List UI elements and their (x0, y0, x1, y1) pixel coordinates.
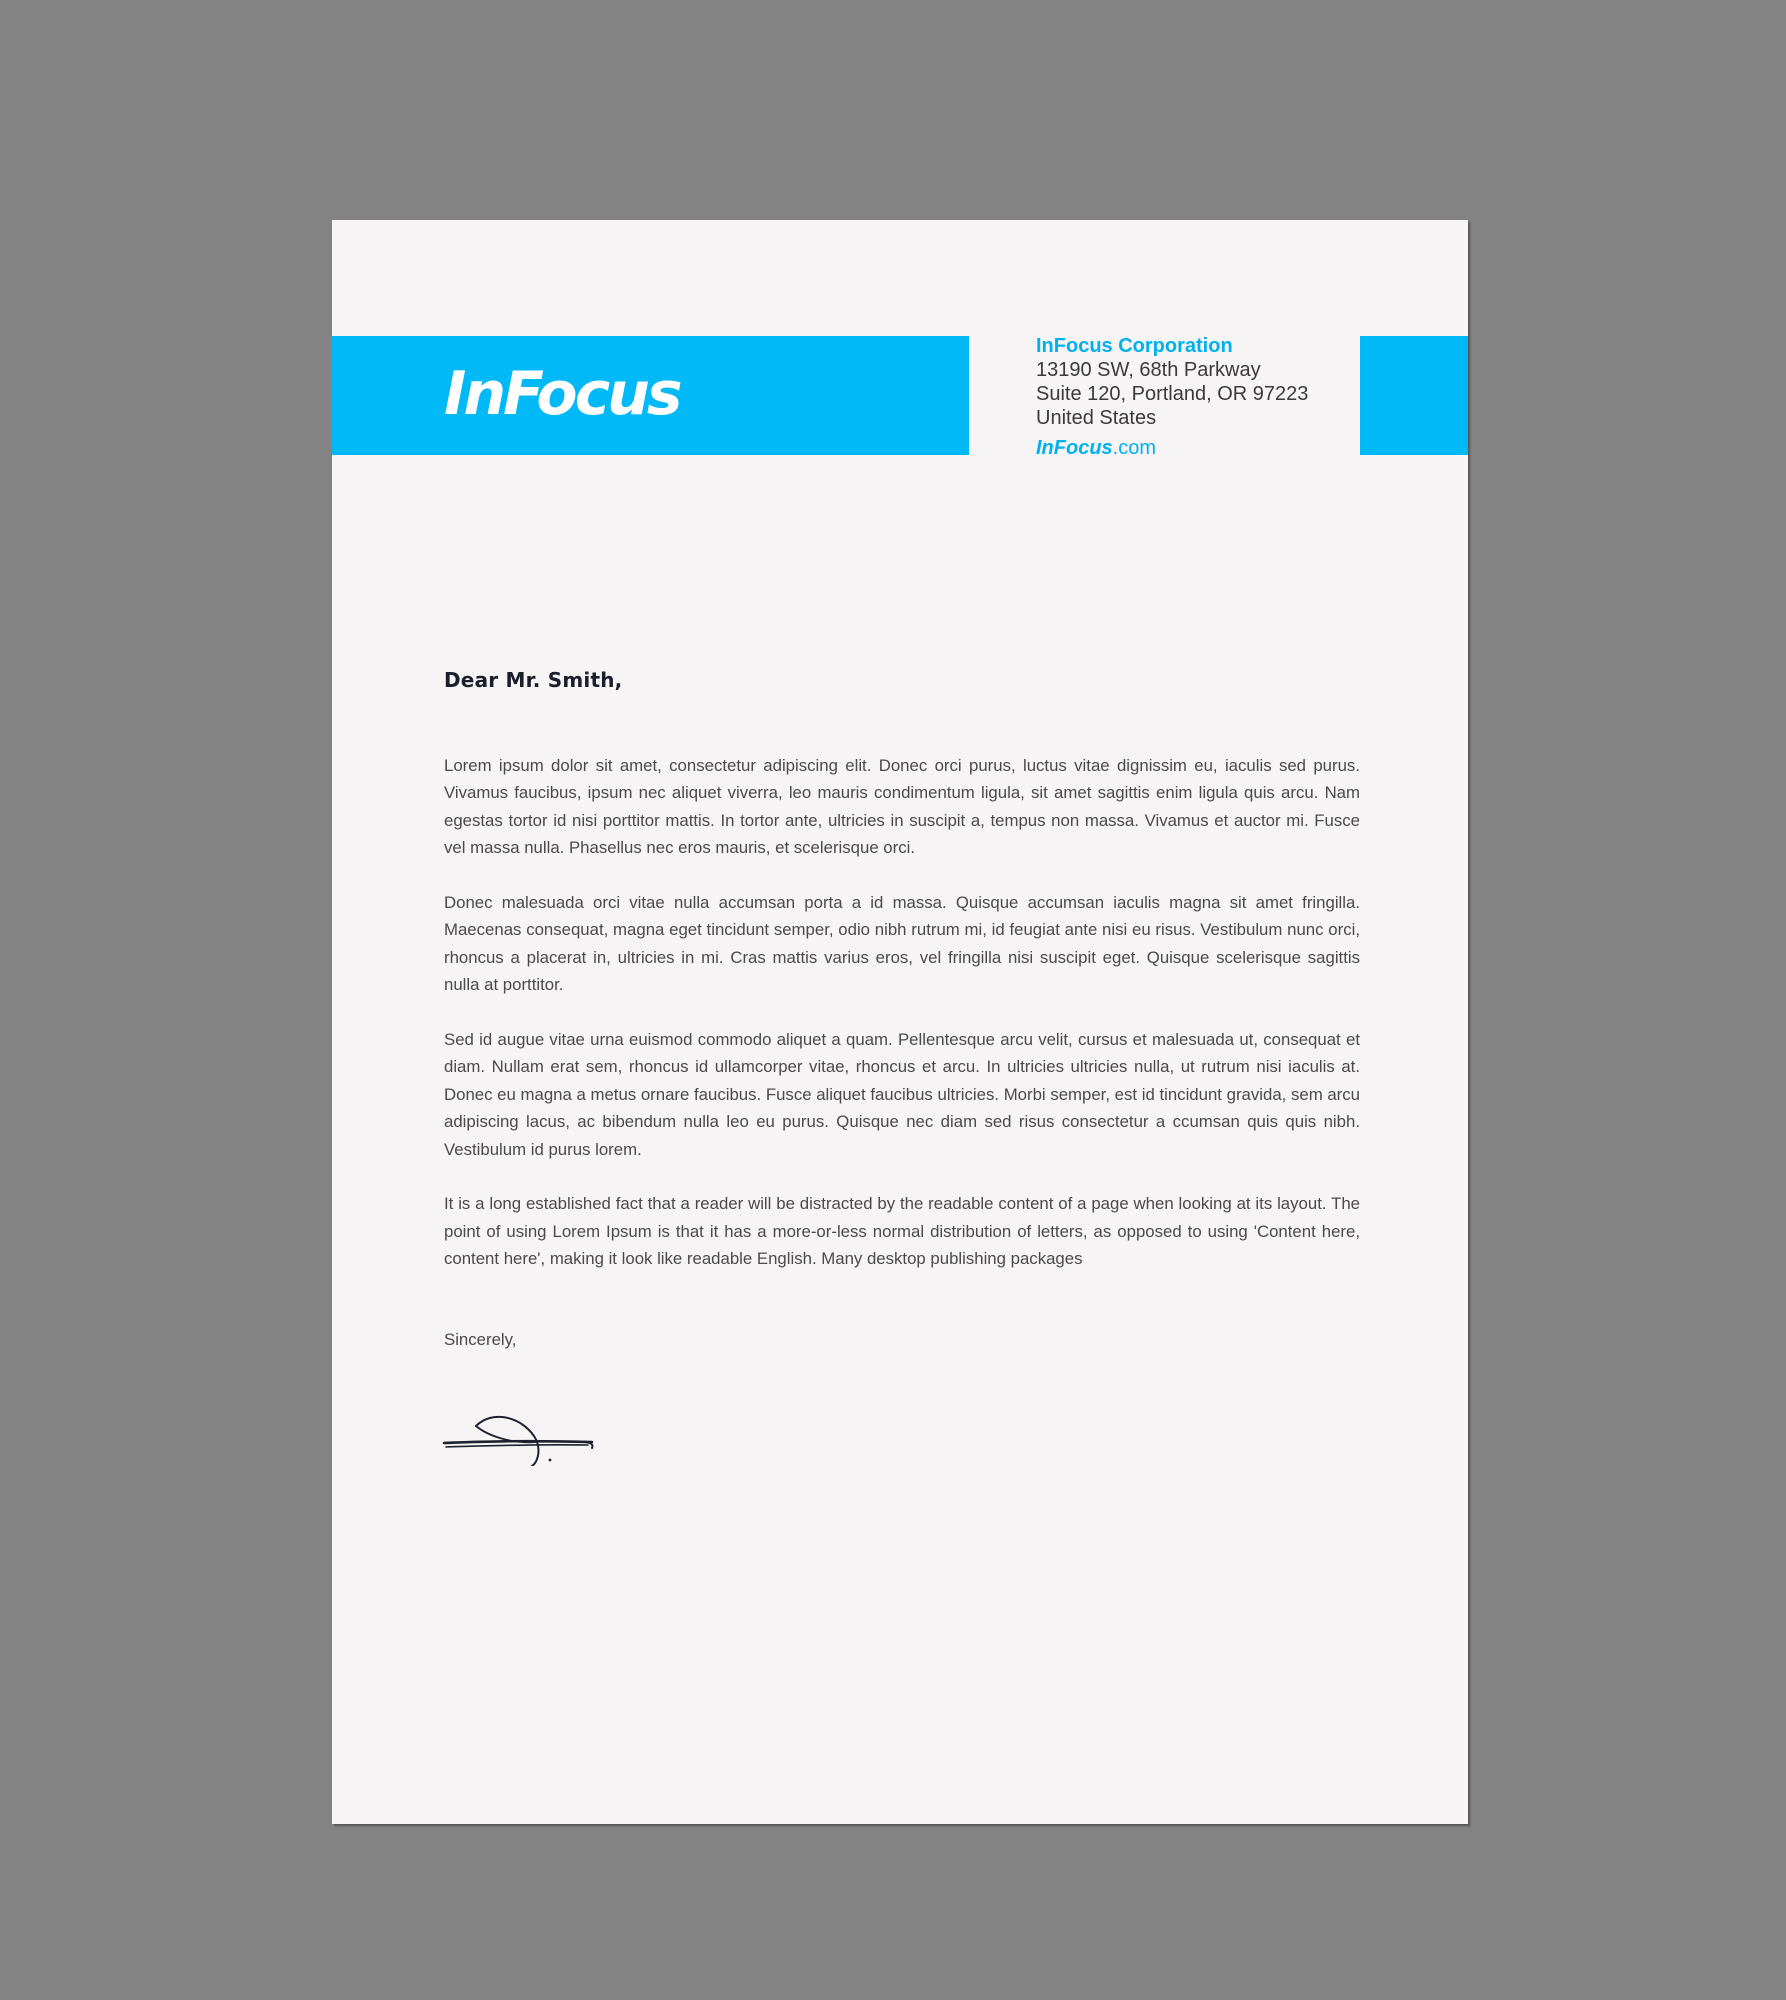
company-address-block (1036, 334, 1308, 460)
letter-page (332, 220, 1468, 1824)
address-line-1: 13190 SW, 68th Parkway (1036, 359, 1261, 381)
letter-paragraph-1: Lorem ipsum dolor sit amet, consectetur adipiscing elit. Donec orci purus, luctus vitae dignissim eu, iaculis sed purus. Vivamus faucibus, ipsum nec aliquet viverra, leo mauris condimentum ligula, sit amet sagittis enim ligula quis arcu. Nam egestas tortor id nisi porttitor mattis. In tortor ante, ultricies in suscipit a, tempus non massa. Vivamus et auctor mi. Fusce vel massa nulla. Phasellus nec eros mauris, et scelerisque orci. (444, 756, 1360, 858)
header-band-right (1360, 336, 1468, 455)
website-link[interactable] (1036, 436, 1308, 460)
letter-closing: Sincerely, (444, 1330, 517, 1349)
letter-paragraph-2: Donec malesuada orci vitae nulla accumsan porta a id massa. Quisque accumsan iaculis magna sit amet fringilla. Maecenas consequat, magna eget tincidunt semper, odio nibh rutrum mi, id feugiat ante nisi eu risus. Vestibulum nunc orci, rhoncus a placerat in, ultricies in mi. Cras mattis varius eros, vel fringilla nisi suscipit eget. Quisque scelerisque sagittis nulla at porttitor. (444, 893, 1360, 995)
signature-image (442, 1396, 602, 1466)
letter-salutation: Dear Mr. Smith, (444, 668, 623, 692)
company-name: InFocus Corporation (1036, 335, 1233, 357)
letter-body (444, 752, 1360, 1300)
letter-paragraph-4: It is a long established fact that a reader will be distracted by the readable content of a page when looking at its layout. The point of using Lorem Ipsum is that it has a more-or-less normal distribution of letters, as opposed to using 'Content here, content here', making it look like readable English. Many desktop publishing packages (444, 1194, 1360, 1269)
website-suffix: .com (1112, 437, 1157, 459)
infocus-logo: InFocus (444, 359, 680, 429)
address-line-2: Suite 120, Portland, OR 97223 (1036, 383, 1309, 405)
header-band-left (332, 336, 969, 455)
website-brand: InFocus (1036, 437, 1113, 459)
address-country: United States (1036, 407, 1157, 429)
letter-paragraph-3: Sed id augue vitae urna euismod commodo aliquet a quam. Pellentesque arcu velit, cursus et malesuada ut, consequat et diam. Nullam erat sem, rhoncus id ullamcorper vitae, rhoncus et arcu. In ultricies ultricies nulla, ut rutrum nisi iaculis at. Donec eu magna a metus ornare faucibus. Fusce aliquet faucibus ultricies. Morbi semper, est id tincidunt gravida, sem arcu adipiscing lacus, ac bibendum nulla leo eu purus. Quisque nec diam sed risus consectetur a ccumsan quis quis nibh. Vestibulum id purus lorem. (444, 1030, 1360, 1159)
